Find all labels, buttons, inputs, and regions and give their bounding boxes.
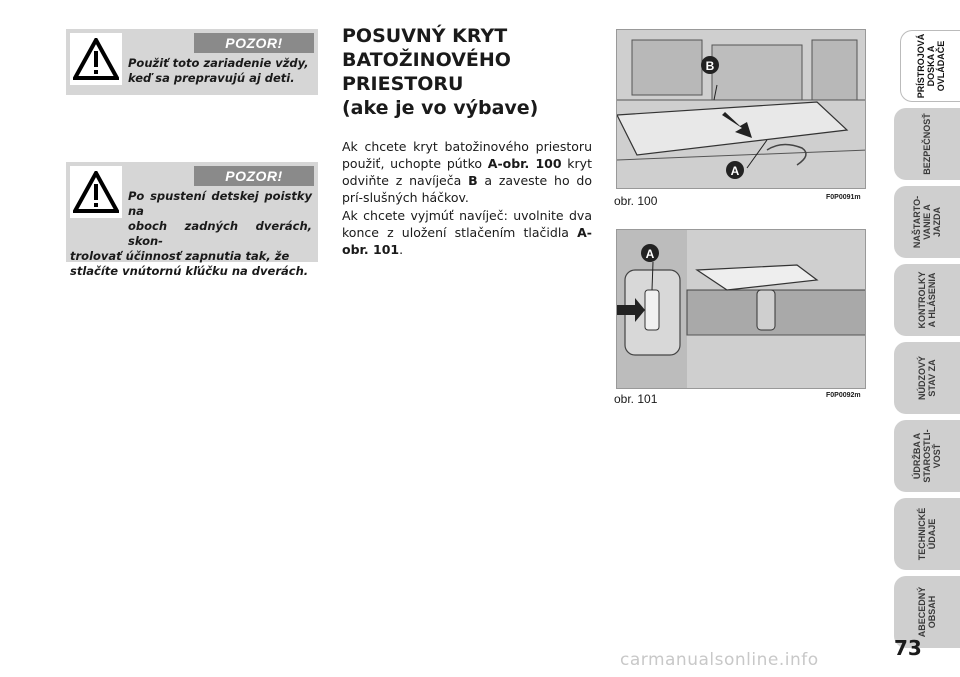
section-subheading: (ake je vo výbave) xyxy=(342,97,539,119)
tab-udrzba[interactable]: ÚDRŽBA A STAROSTLI- VOSŤ xyxy=(894,420,960,492)
warning-box-child-lock xyxy=(66,162,318,278)
figure-100-code: F0P0091m xyxy=(826,194,861,201)
warning-triangle-icon xyxy=(70,33,122,85)
figure-101-code: F0P0092m xyxy=(826,392,861,399)
figure-100-illustration xyxy=(616,29,866,189)
tab-technicke-udaje[interactable]: TECHNICKÉ ÚDAJE xyxy=(894,498,960,570)
callout-label-a xyxy=(641,244,659,262)
figure-101-caption: obr. 101 xyxy=(614,392,658,406)
paragraph-use-cover: Ak chcete kryt batožinového priestoru použiť, uchopte pútko A-obr. 100 kryt odviňte z navíječa B a zaveste ho do prí-slušných háčkov. xyxy=(342,139,592,205)
tab-startovanie-jazda[interactable]: NAŠTARTO- VANIE A JAZDA xyxy=(894,186,960,258)
page-number: 73 xyxy=(894,636,922,660)
svg-text:B: B xyxy=(705,59,715,73)
figure-101-illustration xyxy=(616,229,866,389)
warning-text: Použiť toto zariadenie vždy, keď sa prepravujú aj deti. xyxy=(128,56,309,85)
callout-label-a xyxy=(726,161,744,179)
watermark: carmanualsonline.info xyxy=(620,650,819,670)
tab-nudzovy-stav[interactable]: NÚDZOVÝ STAV ZA xyxy=(894,342,960,414)
section-heading: POSUVNÝ KRYT BATOŽINOVÉHO PRIESTORU xyxy=(342,25,511,95)
paragraph-remove-roller: Ak chcete vyjmúť navíječ: uvolnite dva konce z uložení stlačením tlačidla A-obr. 101. xyxy=(342,208,592,257)
callout-label-b xyxy=(701,56,719,74)
tab-bezpecnost[interactable]: BEZPEČNOSŤ xyxy=(894,108,960,180)
svg-text:A: A xyxy=(730,164,740,178)
figure-100-caption: obr. 100 xyxy=(614,194,658,208)
tab-abecedny-obsah[interactable]: ABECEDNÝ OBSAH xyxy=(894,576,960,648)
tab-kontrolky[interactable]: KONTROLKY A HLÁSENIA xyxy=(894,264,960,336)
warning-text: Po spustení detskej poistky na oboch zadných dverách, skon- trolovať účinnosť zapnutia tak, že stlačíte vnútornú kľúčku na dverách. xyxy=(70,189,312,278)
tab-pristrojova-doska[interactable]: PRÍSTROJOVÁ DOSKA A OVLÁDAČE xyxy=(900,30,960,102)
warning-header: POZOR! xyxy=(194,33,314,53)
warning-box-child-safety xyxy=(66,29,318,95)
svg-text:A: A xyxy=(645,247,655,261)
warning-header: POZOR! xyxy=(194,166,314,186)
